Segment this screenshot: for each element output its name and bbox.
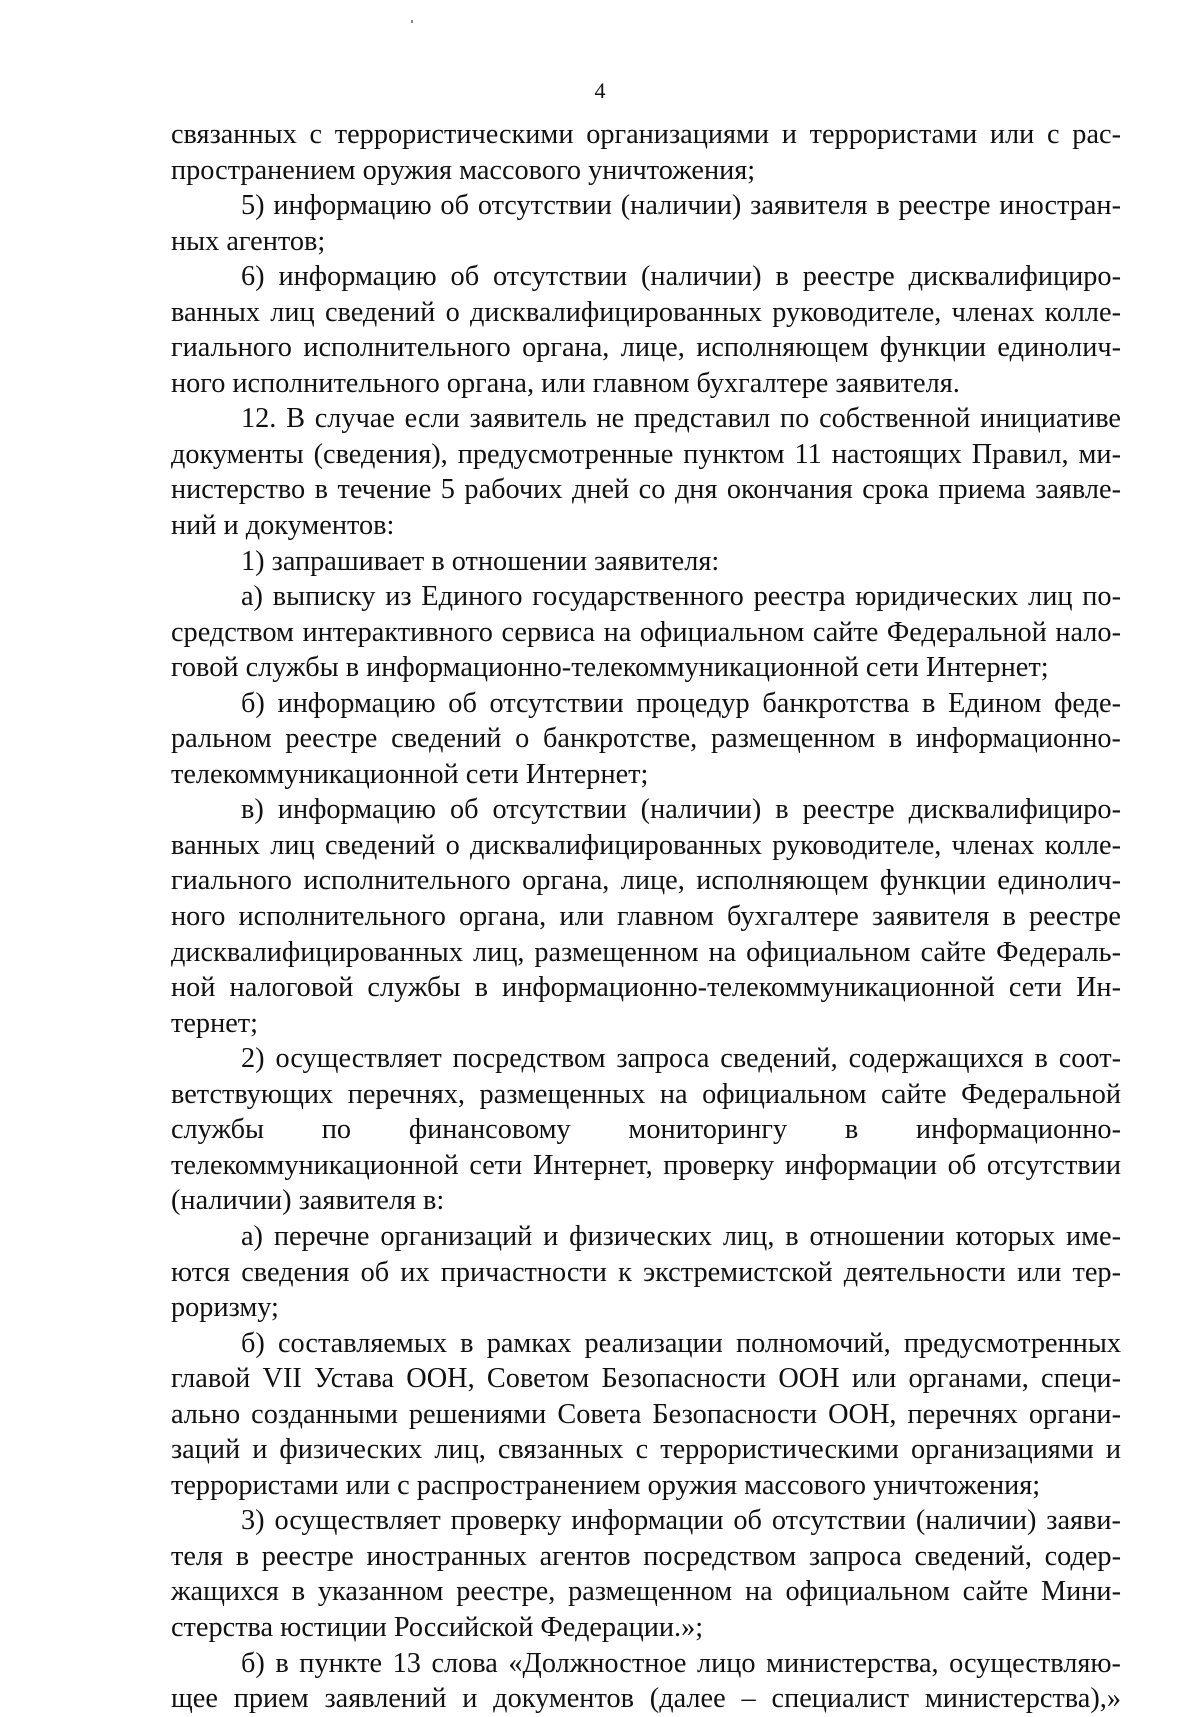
text-line: б) информацию об отсутствии процедур банкротства в Едином феде- — [241, 687, 1121, 719]
text-line: гиального исполнительного органа, лице, исполняющем функции единолич- — [171, 332, 1121, 364]
text-line: 3) осуществляет проверку информации об отсутствии (наличии) заяви- — [241, 1505, 1121, 1537]
text-line: теля в реестре иностранных агентов посредством запроса сведений, содер- — [171, 1540, 1121, 1572]
text-line: гиального исполнительного органа, лице, исполняющем функции единолич- — [171, 865, 1121, 897]
text-line: ного исполнительного органа, или главном бухгалтере заявителя в реестре — [171, 901, 1121, 933]
text-line: 6) информацию об отсутствии (наличии) в реестре дисквалифициро- — [241, 261, 1121, 293]
text-line: а) выписку из Единого государственного реестра юридических лиц по- — [241, 581, 1121, 613]
text-line: заций и физических лиц, связанных с террористическими организациями и — [171, 1434, 1121, 1466]
text-line: ной налоговой службы в информационно-телекоммуникационной сети Ин- — [171, 972, 1121, 1004]
text-line: а) перечне организаций и физических лиц, в отношении которых име- — [241, 1220, 1121, 1252]
text-line: ных агентов; — [171, 225, 326, 257]
text-line: ветствующих перечнях, размещенных на официальном сайте Федеральной — [171, 1078, 1121, 1110]
text-line: ются сведения об их причастности к экстремистской деятельности или тер- — [171, 1256, 1121, 1288]
text-line: дисквалифицированных лиц, размещенном на официальном сайте Федераль- — [171, 936, 1121, 968]
text-line: ванных лиц сведений о дисквалифицированных руководителе, членах колле- — [171, 829, 1121, 861]
text-line: в) информацию об отсутствии (наличии) в реестре дисквалифициро- — [241, 794, 1121, 826]
text-line: б) составляемых в рамках реализации полномочий, предусмотренных — [241, 1327, 1121, 1359]
text-line: щее прием заявлений и документов (далее – специалист министерства),» — [171, 1683, 1121, 1715]
text-line: роризму; — [171, 1292, 279, 1324]
text-line: нистерство в течение 5 рабочих дней со дня окончания срока приема заявле- — [171, 474, 1121, 506]
text-line: документы (сведения), предусмотренные пунктом 11 настоящих Правил, ми- — [171, 438, 1121, 470]
text-line: главой VII Устава ООН, Советом Безопасности ООН или органами, специ- — [171, 1363, 1121, 1395]
text-line: ральном реестре сведений о банкротстве, размещенном в информационно- — [171, 723, 1121, 755]
text-line: (наличии) заявителя в: — [171, 1185, 445, 1217]
text-line: ного исполнительного органа, или главном бухгалтере заявителя. — [171, 367, 960, 399]
page-number: 4 — [594, 78, 606, 103]
text-line: телекоммуникационной сети Интернет, проверку информации об отсутствии — [171, 1149, 1121, 1181]
text-line: б) в пункте 13 слова «Должностное лицо министерства, осуществляю- — [241, 1647, 1121, 1679]
text-line: 5) информацию об отсутствии (наличии) заявителя в реестре иностран- — [241, 190, 1121, 222]
text-line: службы по финансовому мониторингу в информационно- — [171, 1114, 1121, 1146]
scan-speck — [411, 20, 413, 23]
document-body — [171, 117, 1121, 1717]
text-line: ванных лиц сведений о дисквалифицированных руководителе, членах колле- — [171, 296, 1121, 328]
text-line: жащихся в указанном реестре, размещенном на официальном сайте Мини- — [171, 1576, 1121, 1608]
text-line: 2) осуществляет посредством запроса сведений, содержащихся в соот- — [241, 1043, 1121, 1075]
text-line: 1) запрашивает в отношении заявителя: — [241, 545, 720, 577]
text-line: пространением оружия массового уничтожения; — [171, 154, 756, 186]
text-line: тернет; — [171, 1007, 259, 1039]
text-line: террористами или с распространением оружия массового уничтожения; — [171, 1469, 1041, 1501]
text-line: 12. В случае если заявитель не представил по собственной инициативе — [241, 403, 1121, 435]
text-line: говой службы в информационно-телекоммуникационной сети Интернет; — [171, 652, 1049, 684]
text-line: средством интерактивного сервиса на официальном сайте Федеральной нало- — [171, 616, 1121, 648]
text-line: связанных с террористическими организациями и террористами или с рас- — [171, 119, 1121, 150]
text-line: ний и документов: — [171, 510, 395, 542]
text-line: телекоммуникационной сети Интернет; — [171, 758, 649, 790]
text-line: стерства юстиции Российской Федерации.»; — [171, 1611, 704, 1643]
text-line: ально созданными решениями Совета Безопасности ООН, перечнях органи- — [171, 1398, 1121, 1430]
